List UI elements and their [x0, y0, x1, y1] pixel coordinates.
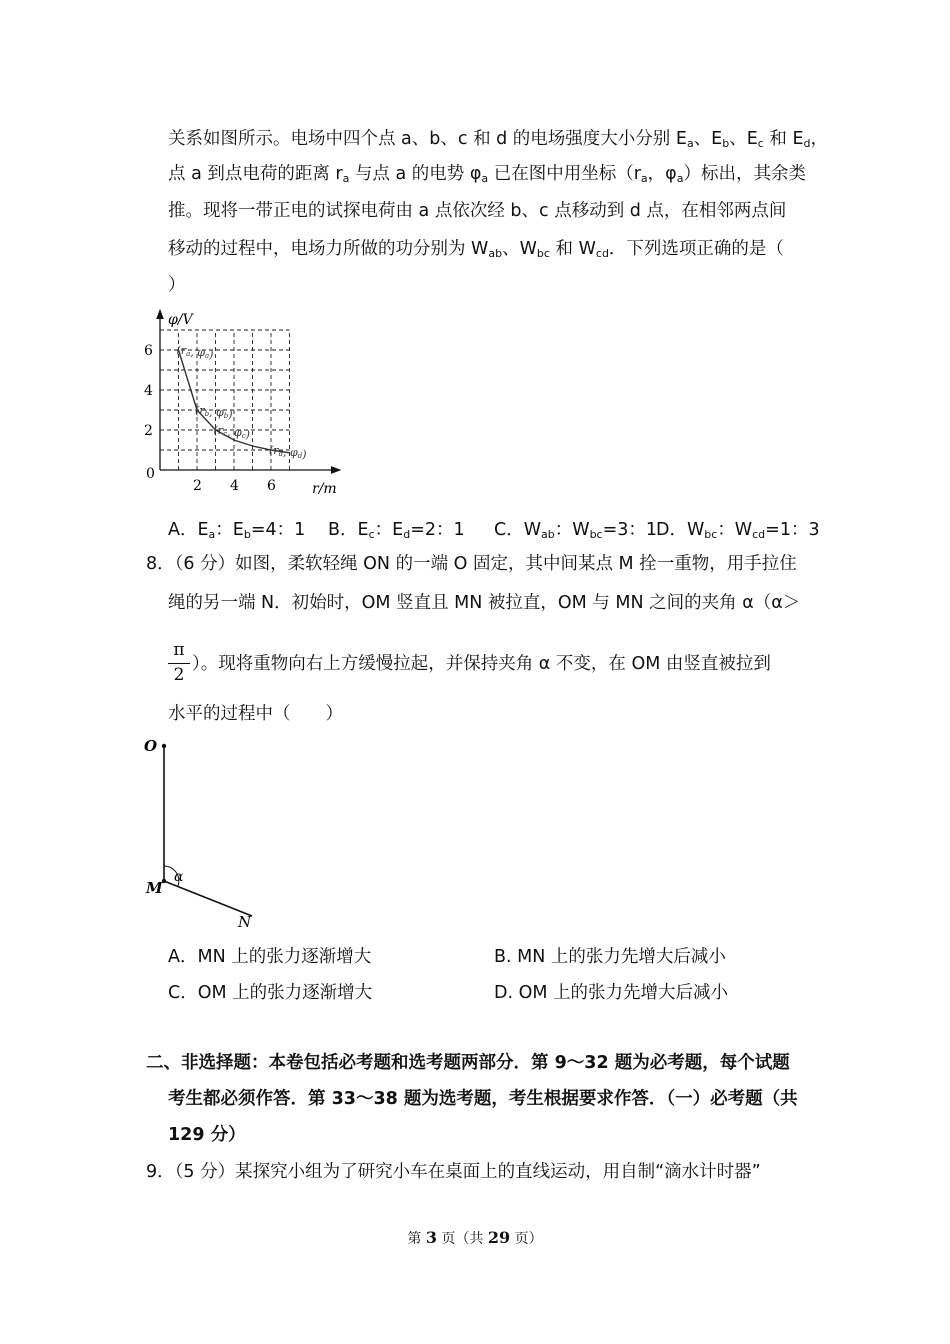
- q8-line-1: 8．（6 分）如图，柔软轻绳 ON 的一端 O 固定，其中间某点 M 拴一重物，用手拉住: [146, 554, 797, 574]
- q7-line-2: 点 a 到点电荷的距离 $r_a$ 与点 a 的电势 $\varphi_a$ 已在图中用坐标（$r_a$，$\varphi_a$）标出，其余类: [168, 164, 806, 185]
- label-m: M: [146, 879, 163, 897]
- q8-line-2: 绳的另一端 N．初始时，OM 竖直且 MN 被拉直，OM 与 MN 之间的夹角 α（α＞: [168, 593, 801, 613]
- point-label: (rc, φc): [213, 424, 250, 441]
- y-tick-label: 4: [144, 383, 153, 399]
- fraction-bar: [168, 663, 190, 664]
- q7-option-a: A．$E_a$：$E_b=4$：1: [168, 520, 306, 541]
- current-page: 3: [425, 1228, 437, 1247]
- q7-option-c: C．$W_{ab}$：$W_{bc}=3$：1: [494, 520, 658, 541]
- x-tick-label: 2: [193, 478, 202, 494]
- q8-line-3: ）。现将重物向右上方缓慢拉起，并保持夹角 α 不变，在 OM 由竖直被拉到: [192, 654, 771, 674]
- fraction-denominator: 2: [173, 665, 185, 685]
- q9-line-1: 9．（5 分）某探究小组为了研究小车在桌面上的直线运动，用自制“滴水计时器”: [146, 1162, 761, 1182]
- x-axis-label: r/m: [312, 481, 337, 497]
- pi-over-2-fraction: [168, 640, 190, 687]
- q8-option-d: D. OM 上的张力先增大后减小: [494, 983, 729, 1003]
- rope-mn: [164, 881, 252, 916]
- point-o: [162, 744, 166, 748]
- section-2-line-3: 129 分）: [168, 1125, 246, 1145]
- origin-label: 0: [146, 466, 155, 482]
- potential-distance-chart: [138, 308, 348, 498]
- section-2-line-2: 考生都必须作答．第 33～38 题为选考题，考生根据要求作答．（一）必考题（共: [168, 1089, 798, 1109]
- x-tick-label: 6: [267, 478, 276, 494]
- q7-line-3: 推。现将一带正电的试探电荷由 a 点依次经 b、c 点移动到 d 点，在相邻两点间: [168, 201, 787, 221]
- q7-line-1: 关系如图所示。电场中四个点 a、b、c 和 d 的电场强度大小分别 $E_a$、$E_b$、$E_c$ 和 $E_d$，: [168, 129, 829, 150]
- q8-option-b: B. MN 上的张力先增大后减小: [494, 947, 726, 967]
- section-2-line-1: 二、非选择题：本卷包括必考题和选考题两部分．第 9～32 题为必考题，每个试题: [146, 1053, 790, 1073]
- label-o: O: [144, 737, 158, 755]
- label-n: N: [238, 913, 252, 931]
- y-tick-label: 2: [144, 423, 153, 439]
- q8-option-a: A．MN 上的张力逐渐增大: [168, 947, 372, 967]
- q8-option-c: C．OM 上的张力逐渐增大: [168, 983, 373, 1003]
- x-tick-label: 4: [230, 478, 239, 494]
- total-pages: 29: [487, 1228, 511, 1247]
- point-label: (ra, φa): [176, 344, 214, 361]
- y-axis-label: φ/V: [168, 312, 193, 328]
- q7-line-5: ）: [168, 275, 186, 295]
- q8-line-4: 水平的过程中（ ）: [168, 704, 343, 724]
- point-label: (rb, φb): [195, 404, 233, 421]
- rope-figure: [140, 735, 270, 935]
- label-alpha: α: [174, 869, 184, 885]
- fraction-numerator: π: [173, 640, 185, 660]
- page-footer: 第 3 页（共 29 页）: [407, 1228, 543, 1247]
- q7-line-4: 移动的过程中，电场力所做的功分别为 $W_{ab}$、$W_{bc}$ 和 $W_{cd}$．下列选项正确的是（: [168, 239, 784, 260]
- y-tick-label: 6: [144, 343, 153, 359]
- q7-option-b: B．$E_c$：$E_d=2$：1: [328, 520, 465, 541]
- q7-option-d: D．$W_{bc}$：$W_{cd}=1$：3: [656, 520, 820, 541]
- point-label: (rd, φd): [269, 444, 307, 461]
